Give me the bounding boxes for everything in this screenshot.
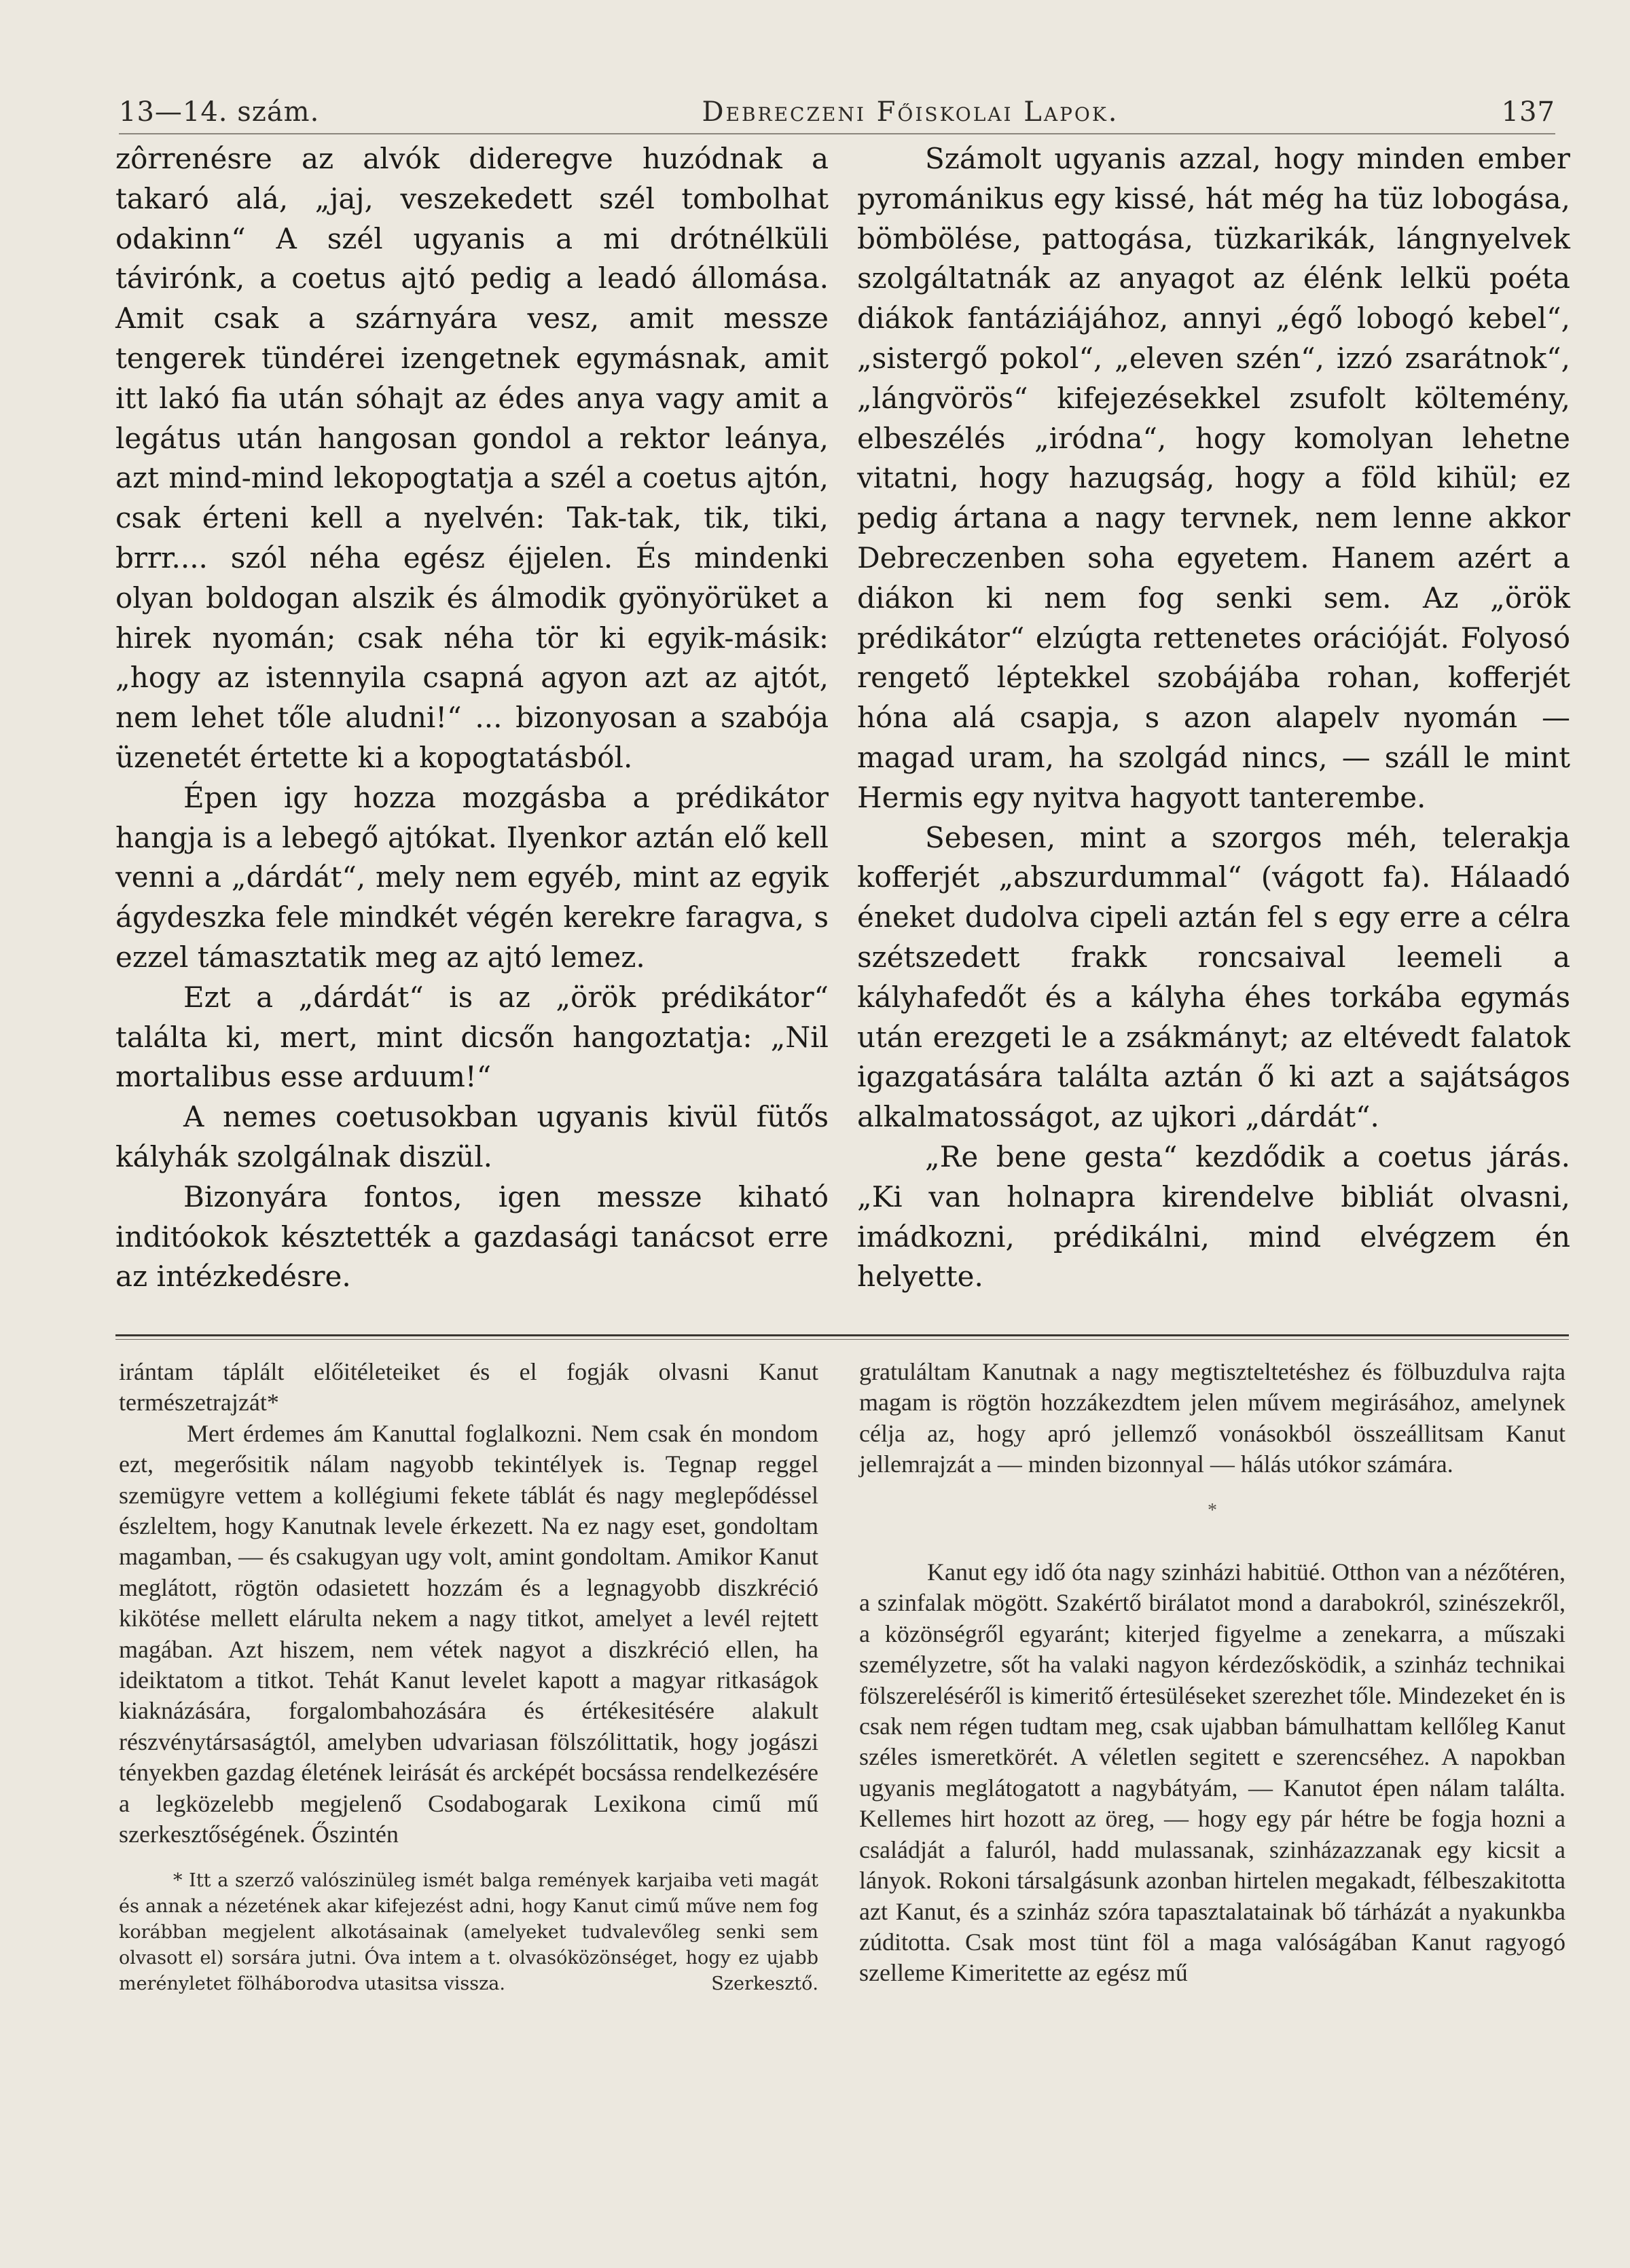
paragraph: Mert érdemes ám Kanuttal foglalkozni. Nem csak én mondom ezt, megerősitik nálam nagyobb tekintélyek is. Tegnap reggel szemügyre vettem a kollégiumi fekete táblát és nagy meglepődéssel észleltem, hogy Kanutnak levele érkezett. Na ez nagy eset, gondoltam magamban, — és csakugyan ugy volt, amint gondoltam. Amikor Kanut meglátott, rögtön odasietett hozzám és a legnagyobb diszkréció kikötése mellett elárulta nekem a nagy titkot, amelyet a levél rejtett magában. Azt hiszem, nem vétek nagyot a diszkréció ellen, ha ideiktatom a titkot. Tehát Kanut levelet kapott a magyar ritkaságok kiaknázására, forgalombahozására és értékesitésére alakult részvénytársaságtól, amelyben udvariasan fölszólittatik, hogy jogászi tényekben gazdag életének leirását és arcképét bocsássa rendelkezésére a legközelebb megjelenő Csodabogarak Lexikona cimű mű szerkesztőségének. Őszintén	[119, 1419, 818, 1848]
lower-left-column	[119, 1357, 818, 1997]
lower-right-column	[859, 1357, 1565, 1989]
upper-right-column	[857, 139, 1570, 1297]
paragraph: gratuláltam Kanutnak a nagy megtiszteltetéshez és fölbuzdulva rajta magam is rögtön hozzákezdtem jelen művem megirásához, amelynek célja az, hogy apró jellemző vonásokból összeállitsam Kanut jellemrajzát a — minden bizonnyal — hálás utókor számára.	[859, 1358, 1565, 1478]
paragraph: zôrrenésre az alvók dideregve huzódnak a takaró alá, „jaj, veszekedett szél tombolhat odakinn“ A szél ugyanis a mi drótnélküli távirónk, a coetus ajtó pedig a leadó állomása. Amit csak a szárnyára vesz, amit messze tengerek tündérei izengetnek egymásnak, amit itt lakó fia után sóhajt az édes anya vagy amit a legátus után hangosan gondol a rektor leánya, azt mind-mind lekopogtatja a szél a coetus ajtón, csak érteni kell a nyelvén: Tak-tak, tik, tiki, brrr.... szól néha egész éjjelen. És mindenki olyan boldogan alszik és álmodik gyönyörüket a hirek nyomán; csak néha tör ki egyik-másik: „hogy az istennyila csapná agyon azt az ajtót, nem lehet tőle aludni!“ ... bizonyosan a szabója üzenetét értette ki a kopogtatásból.	[115, 142, 829, 774]
section-separator: *	[1208, 1499, 1217, 1521]
footnote	[119, 1868, 818, 1997]
paragraph: A nemes coetusokban ugyanis kivül fütős kályhák szolgálnak diszül.	[115, 1100, 829, 1173]
paragraph: Kanut egy idő óta nagy szinházi habitüé. Otthon van a nézőtéren, a szinfalak mögött. Szakértő birálatot mond a darabokról, szinészekről, a közönségről egyaránt; kiterjed figyelme a zenekarra, a műszaki személyzetre, sőt ha valaki nagyon kérdezősködik, a szinház technikai fölszereléséről is kimeritő értesüléseket szerezhet tőle. Mindezeket én is csak nem régen tudtam meg, csak ujabban bámulhattam kellőleg Kanut széles ismeretkörét. A véletlen segitett e szerencséhez. A napokban ugyanis meglátogatott a nagybátyám, — Kanutot épen nálam találta. Kellemes hirt hozott az öreg, — hogy egy pár hétre be fogja hozni a családját a faluról, hadd mulassanak, szinházazzanak egy kicsit a lányok. Rokoni társalgásunk azonban hirtelen megakadt, félbeszakitotta azt Kanut, és a szinház szóra tapasztalatainak bő tárházát a nyakunkba zúditotta. Csak most tünt föl a maga valóságában Kanut ragyogó szelleme Kimeritette az egész mű	[859, 1558, 1565, 1987]
footnote-signature: Szerkesztő.	[711, 1973, 818, 1994]
paragraph: Sebesen, mint a szorgos méh, telerakja kofferjét „abszurdummal“ (vágott fa). Hálaadó éneket dudolva cipeli aztán fel s egy erre a célra szétszedett frakk roncsaival leemeli a kályhafedőt és a kályha éhes torkába egymás után erezgeti le a zsákmányt; az eltévedt falatok igazgatására találta aztán ő ki azt a sajátságos alkalmatosságot, az ujkori „dárdát“.	[857, 820, 1570, 1134]
paragraph: irántam táplált előitéleteiket és el fogják olvasni Kanut természetrajzát*	[119, 1358, 818, 1416]
paragraph: Számolt ugyanis azzal, hogy minden ember pyrománikus egy kissé, hát még ha tüz lobogása, bömbölése, pattogása, tüzkarikák, lángnyelvek szolgáltatnák az anyagot az élénk lelkü poéta diákok fantáziájához, annyi „égő lobogó kebel“, „sistergő pokol“, „eleven szén“, izzó zsarátnok“, „lángvörös“ kifejezésekkel zsufolt költemény, elbeszélés „iródna“, hogy komolyan lehetne vitatni, hogy hazugság, hogy a föld kihül; ez pedig ártana a nagy tervnek, nem lenne akkor Debreczenben soha egyetem. Hanem azért a diákon ki nem fog senki sem. Az „örök prédikátor“ elzúgta rettenetes orációját. Folyosó rengető léptekkel szobájába rohan, kofferjét hóna alá csapja, s azon alapelv nyomán — magad uram, ha szolgád nincs, — száll le mint Hermis egy nyitva hagyott tanterembe.	[857, 142, 1570, 814]
page-number: 137	[1501, 96, 1555, 128]
running-header	[119, 80, 1555, 134]
footnote-text: * Itt a szerző valószinüleg ismét balga remények karjaiba veti magát és annak a nézetének akar kifejezést adni, hogy Kanut cimű műve nem fog korábban megjelent alkotásainak (amelyeket tudvalevőleg senki sem olvasott el) sorsára jutni. Óva intem a t. olvasóközönséget, hogy ez ujabb merényletet fölháborodva utasitsa vissza.	[119, 1869, 818, 1994]
section-divider	[115, 1334, 1569, 1340]
journal-title: Debreczeni Főiskolai Lapok.	[702, 96, 1119, 128]
paragraph: Bizonyára fontos, igen messze kiható inditóokok késztették a gazdasági tanácsot erre az intézkedésre.	[115, 1179, 829, 1294]
issue-number: 13—14. szám.	[119, 96, 320, 128]
paragraph: Ezt a „dárdát“ is az „örök prédikátor“ találta ki, mert, mint dicsőn hangoztatja: „Nil mortalibus esse arduum!“	[115, 980, 829, 1094]
upper-left-column	[115, 139, 829, 1297]
paragraph: Épen igy hozza mozgásba a prédikátor hangja is a lebegő ajtókat. Ilyenkor aztán elő kell venni a „dárdát“, mely nem egyéb, mint az egyik ágydeszka fele mindkét végén kerekre faragva, s ezzel támasztatik meg az ajtó lemez.	[115, 780, 829, 974]
paragraph: „Re bene gesta“ kezdődik a coetus járás. „Ki van holnapra kirendelve bibliát olvasni, imádkozni, prédikálni, mind elvégzem én helyette.	[857, 1139, 1570, 1294]
